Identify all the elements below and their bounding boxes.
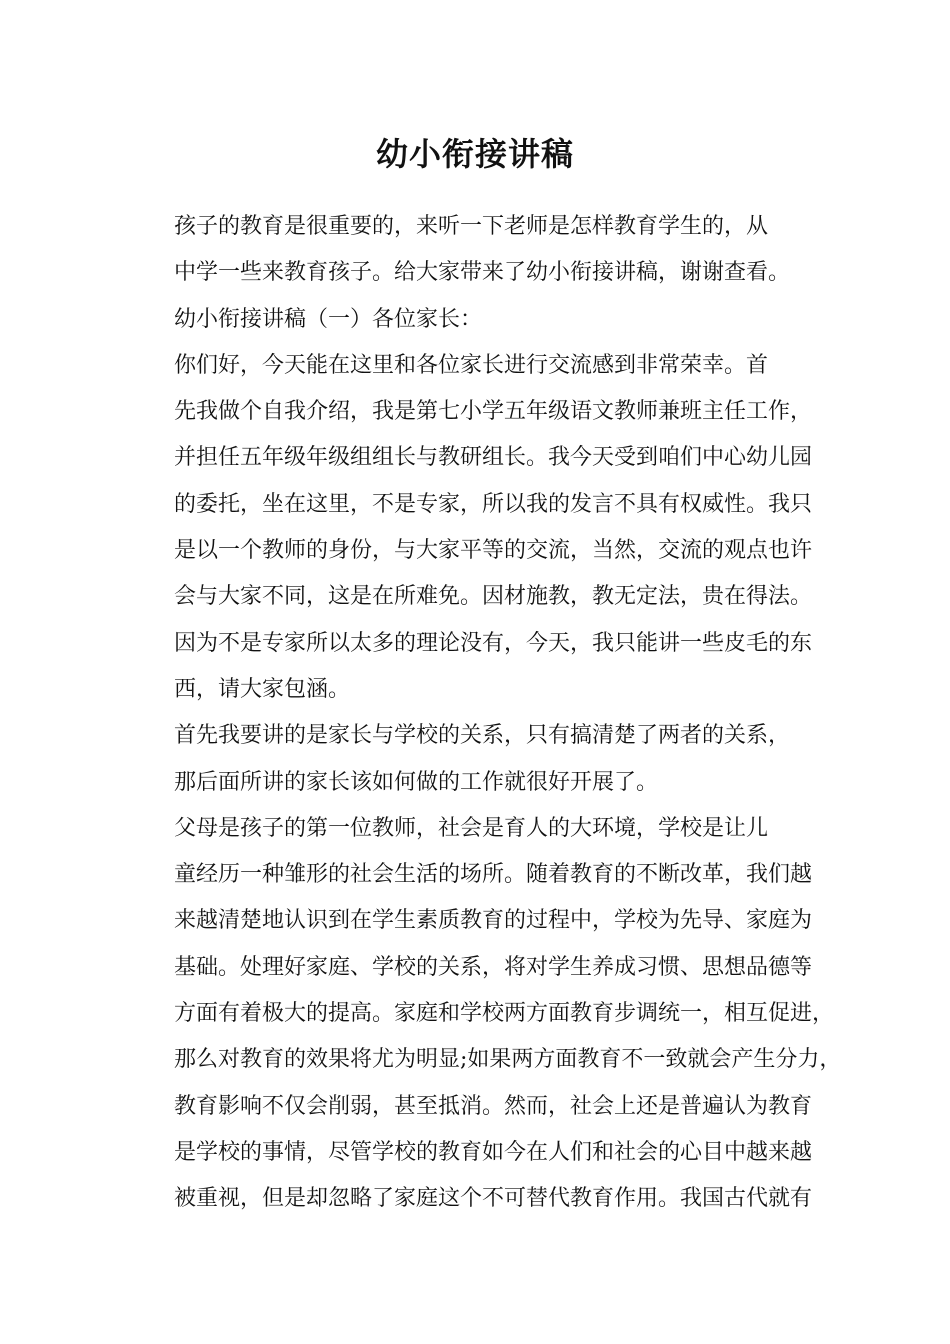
paragraph-greeting — [130, 297, 830, 343]
text-line: 被重视，但是却忽略了家庭这个不可替代教育作用。我国古代就有 — [174, 1186, 813, 1212]
text-line: 孩子的教育是很重要的，来听一下老师是怎样教育学生的，从 — [174, 214, 769, 239]
text-line: 西，请大家包涵。 — [174, 676, 351, 702]
text-line: 的委托，坐在这里，不是专家，所以我的发言不具有权威性。我只 — [174, 491, 813, 517]
text-line: 首先我要讲的是家长与学校的关系，只有搞清楚了两者的关系， — [174, 723, 791, 749]
text-line: 那后面所讲的家长该如何做的工作就很好开展了。 — [174, 769, 659, 795]
text-line: 方面有着极大的提高。家庭和学校两方面教育步调统一，相互促进， — [174, 1001, 835, 1027]
text-line: 会与大家不同，这是在所难免。因材施教，教无定法，贵在得法。 — [174, 584, 813, 610]
paragraph-self-introduction — [130, 343, 830, 713]
text-line: 父母是孩子的第一位教师，社会是育人的大环境，学校是让儿 — [174, 815, 769, 841]
paragraph-family-school — [130, 713, 830, 806]
text-line: 中学一些来教育孩子。给大家带来了幼小衔接讲稿，谢谢查看。 — [174, 260, 791, 286]
text-line: 是以一个教师的身份，与大家平等的交流，当然，交流的观点也许 — [174, 538, 813, 564]
document-body — [130, 204, 842, 1223]
text-line: 来越清楚地认识到在学生素质教育的过程中，学校为先导、家庭为 — [174, 908, 813, 934]
text-line: 教育影响不仅会削弱，甚至抵消。然而，社会上还是普遍认为教育 — [174, 1093, 813, 1119]
text-line: 先我做个自我介绍，我是第七小学五年级语文教师兼班主任工作， — [174, 399, 813, 425]
text-line: 那么对教育的效果将尤为明显;如果两方面教育不一致就会产生分力， — [174, 1047, 842, 1073]
text-line: 基础。处理好家庭、学校的关系，将对学生养成习惯、思想品德等 — [174, 954, 813, 980]
text-line: 是学校的事情，尽管学校的教育如今在人们和社会的心目中越来越 — [174, 1139, 813, 1165]
paragraph-parents-role — [130, 806, 842, 1223]
paragraph-intro — [130, 204, 830, 297]
document-title: 幼小衔接讲稿 — [375, 135, 574, 173]
text-line: 你们好，今天能在这里和各位家长进行交流感到非常荣幸。首 — [174, 352, 769, 378]
text-line: 幼小衔接讲稿（一）各位家长： — [174, 306, 483, 332]
text-line: 并担任五年级年级组组长与教研组长。我今天受到咱们中心幼儿园 — [174, 445, 813, 471]
text-line: 因为不是专家所以太多的理论没有，今天，我只能讲一些皮毛的东 — [174, 630, 813, 656]
text-line: 童经历一种雏形的社会生活的场所。随着教育的不断改革，我们越 — [174, 862, 813, 888]
